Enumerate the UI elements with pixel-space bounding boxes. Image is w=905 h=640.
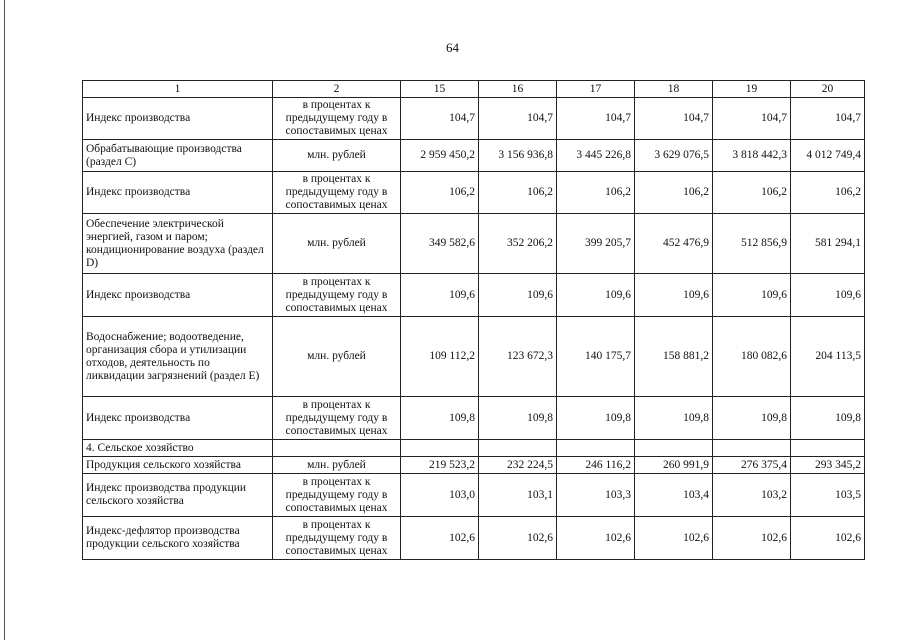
value-cell: 104,7 <box>557 98 635 140</box>
unit-cell: млн. рублей <box>273 317 401 397</box>
empty-cell <box>557 440 635 457</box>
value-cell: 349 582,6 <box>401 214 479 274</box>
unit-cell: в процентах к предыдущему году в сопоставимых ценах <box>273 274 401 317</box>
empty-cell <box>791 440 865 457</box>
unit-cell: млн. рублей <box>273 457 401 474</box>
table-row <box>83 172 865 214</box>
value-cell: 102,6 <box>713 517 791 560</box>
value-cell: 293 345,2 <box>791 457 865 474</box>
value-cell: 123 672,3 <box>479 317 557 397</box>
column-header: 16 <box>479 81 557 98</box>
value-cell: 3 156 936,8 <box>479 140 557 172</box>
value-cell: 204 113,5 <box>791 317 865 397</box>
value-cell: 109,6 <box>479 274 557 317</box>
value-cell: 106,2 <box>479 172 557 214</box>
empty-cell <box>635 440 713 457</box>
unit-cell: млн. рублей <box>273 214 401 274</box>
section-row <box>83 440 865 457</box>
column-header: 19 <box>713 81 791 98</box>
value-cell: 104,7 <box>479 98 557 140</box>
value-cell: 140 175,7 <box>557 317 635 397</box>
value-cell: 109,6 <box>635 274 713 317</box>
table-row <box>83 397 865 440</box>
table-row <box>83 214 865 274</box>
value-cell: 399 205,7 <box>557 214 635 274</box>
value-cell: 2 959 450,2 <box>401 140 479 172</box>
column-header: 20 <box>791 81 865 98</box>
value-cell: 352 206,2 <box>479 214 557 274</box>
section-title-cell: 4. Сельское хозяйство <box>83 440 273 457</box>
value-cell: 3 818 442,3 <box>713 140 791 172</box>
value-cell: 103,4 <box>635 474 713 517</box>
value-cell: 106,2 <box>713 172 791 214</box>
value-cell: 246 116,2 <box>557 457 635 474</box>
value-cell: 4 012 749,4 <box>791 140 865 172</box>
column-header: 2 <box>273 81 401 98</box>
unit-cell: в процентах к предыдущему году в сопоставимых ценах <box>273 517 401 560</box>
value-cell: 158 881,2 <box>635 317 713 397</box>
value-cell: 276 375,4 <box>713 457 791 474</box>
value-cell: 452 476,9 <box>635 214 713 274</box>
value-cell: 103,2 <box>713 474 791 517</box>
indicator-cell: Индекс производства <box>83 397 273 440</box>
unit-cell: в процентах к предыдущему году в сопоставимых ценах <box>273 172 401 214</box>
empty-cell <box>401 440 479 457</box>
unit-cell: в процентах к предыдущему году в сопоставимых ценах <box>273 98 401 140</box>
page-margin-rule <box>4 0 5 640</box>
value-cell: 109,8 <box>713 397 791 440</box>
column-header: 17 <box>557 81 635 98</box>
value-cell: 106,2 <box>401 172 479 214</box>
value-cell: 109,6 <box>791 274 865 317</box>
table-row <box>83 517 865 560</box>
table-row <box>83 474 865 517</box>
value-cell: 109,8 <box>635 397 713 440</box>
unit-cell: в процентах к предыдущему году в сопоставимых ценах <box>273 397 401 440</box>
empty-cell <box>273 440 401 457</box>
indicator-cell: Водоснабжение; водоотведение, организация сбора и утилизации отходов, деятельность по ликвидации загрязнений (раздел E) <box>83 317 273 397</box>
value-cell: 581 294,1 <box>791 214 865 274</box>
table-row <box>83 274 865 317</box>
value-cell: 109,6 <box>557 274 635 317</box>
column-header: 18 <box>635 81 713 98</box>
value-cell: 512 856,9 <box>713 214 791 274</box>
indicator-cell: Индекс производства продукции сельского хозяйства <box>83 474 273 517</box>
value-cell: 260 991,9 <box>635 457 713 474</box>
value-cell: 109,8 <box>557 397 635 440</box>
indicator-cell: Обрабатывающие производства (раздел С) <box>83 140 273 172</box>
value-cell: 219 523,2 <box>401 457 479 474</box>
indicator-cell: Индекс-дефлятор производства продукции сельского хозяйства <box>83 517 273 560</box>
unit-cell: в процентах к предыдущему году в сопоставимых ценах <box>273 474 401 517</box>
indicator-cell: Обеспечение электрической энергией, газом и паром; кондиционирование воздуха (раздел D) <box>83 214 273 274</box>
table-row <box>83 98 865 140</box>
value-cell: 106,2 <box>791 172 865 214</box>
value-cell: 102,6 <box>401 517 479 560</box>
column-header: 15 <box>401 81 479 98</box>
value-cell: 232 224,5 <box>479 457 557 474</box>
value-cell: 109,8 <box>479 397 557 440</box>
value-cell: 106,2 <box>557 172 635 214</box>
value-cell: 103,5 <box>791 474 865 517</box>
value-cell: 3 445 226,8 <box>557 140 635 172</box>
table-row <box>83 457 865 474</box>
value-cell: 106,2 <box>635 172 713 214</box>
value-cell: 103,1 <box>479 474 557 517</box>
value-cell: 180 082,6 <box>713 317 791 397</box>
value-cell: 109,8 <box>791 397 865 440</box>
value-cell: 104,7 <box>713 98 791 140</box>
value-cell: 3 629 076,5 <box>635 140 713 172</box>
indicator-cell: Продукция сельского хозяйства <box>83 457 273 474</box>
empty-cell <box>713 440 791 457</box>
unit-cell: млн. рублей <box>273 140 401 172</box>
value-cell: 103,0 <box>401 474 479 517</box>
value-cell: 102,6 <box>635 517 713 560</box>
empty-cell <box>479 440 557 457</box>
value-cell: 109 112,2 <box>401 317 479 397</box>
value-cell: 103,3 <box>557 474 635 517</box>
value-cell: 109,6 <box>713 274 791 317</box>
value-cell: 102,6 <box>479 517 557 560</box>
indicator-cell: Индекс производства <box>83 98 273 140</box>
value-cell: 104,7 <box>791 98 865 140</box>
value-cell: 104,7 <box>401 98 479 140</box>
indicator-cell: Индекс производства <box>83 172 273 214</box>
value-cell: 102,6 <box>557 517 635 560</box>
table-row <box>83 140 865 172</box>
indicators-table <box>82 80 865 560</box>
page-number: 64 <box>446 40 459 55</box>
value-cell: 109,8 <box>401 397 479 440</box>
indicator-cell: Индекс производства <box>83 274 273 317</box>
table-header-row <box>83 81 865 98</box>
column-header: 1 <box>83 81 273 98</box>
value-cell: 109,6 <box>401 274 479 317</box>
value-cell: 102,6 <box>791 517 865 560</box>
table-row <box>83 317 865 397</box>
value-cell: 104,7 <box>635 98 713 140</box>
